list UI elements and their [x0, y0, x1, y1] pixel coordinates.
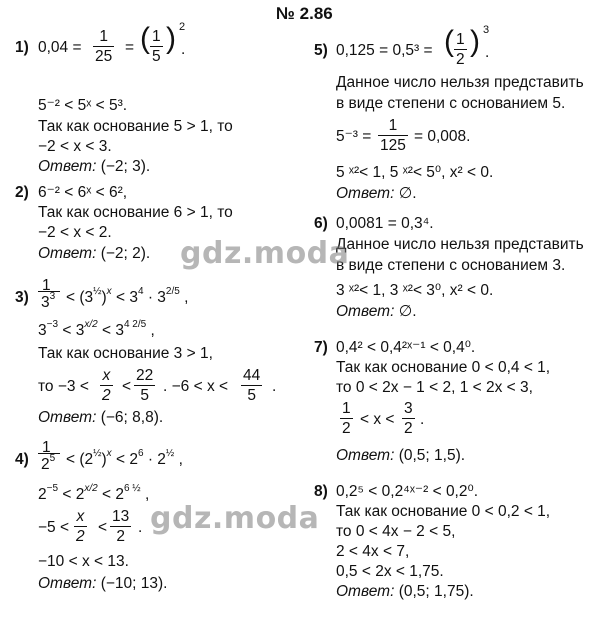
solution-text: = 0,008. — [414, 128, 471, 145]
answer-line: Ответ: (0,5; 1,5). — [336, 447, 466, 464]
formula-line: $2^{-5} < 2^{x/2} < 2^{6 \frac{1}{2}}$ , — [38, 483, 150, 503]
period: . — [420, 411, 425, 428]
solution-line: 3 ˣ²< 1, 3 ˣ²< 3⁰, x² < 0. — [336, 282, 494, 299]
fraction: $\frac{3}{2}$ — [404, 400, 413, 437]
fraction: $\frac{44}{5}$ — [243, 367, 261, 404]
equation-text: 0,2⁵ < 0,2⁴ˣ⁻² < 0,2⁰. — [336, 483, 479, 500]
solution-text: . −6 < x < — [163, 378, 229, 395]
solution-line: 2 < 4x < 7, — [336, 543, 410, 560]
fraction: $\frac{1}{25}$ — [95, 28, 113, 65]
equation-text: 0,04 = — [38, 39, 82, 56]
period: . — [181, 41, 186, 58]
fraction: $\frac{1}{125}$ — [380, 117, 406, 154]
problem-number: 3) — [15, 289, 29, 306]
exponent: 2 — [179, 21, 186, 33]
period: . — [485, 44, 490, 61]
fraction: $\frac{x}{2}$ — [76, 508, 85, 545]
right-paren: ) — [470, 25, 480, 58]
solution-line: в виде степени с основанием 5. — [336, 95, 566, 112]
solution-line: 0,5 < 2x < 1,75. — [336, 563, 444, 580]
equation-text: 0,0081 = 0,3⁴. — [336, 215, 434, 232]
answer-line: Ответ: (−6; 8,8). — [38, 409, 164, 426]
solution-line: 5⁻² < 5ˣ < 5³. — [38, 97, 128, 114]
page-title: № 2.86 — [276, 4, 333, 23]
right-paren: ) — [166, 22, 176, 55]
fraction: $\frac{22}{5}$ — [136, 367, 154, 404]
fraction: $\frac{1}{5}$ — [152, 28, 161, 65]
solution-line: −2 < x < 3. — [38, 138, 112, 155]
equation-text: 0,125 = 0,5³ = — [336, 42, 433, 59]
solution-line: то 0 < 2x − 1 < 2, 1 < 2x < 3, — [336, 379, 533, 396]
solution-line: 5 ˣ²< 1, 5 ˣ²< 5⁰, x² < 0. — [336, 164, 494, 181]
watermark: gdz.moda — [180, 236, 350, 271]
period: . — [272, 378, 277, 395]
problem-number: 7) — [314, 339, 328, 356]
solution-line: −10 < x < 13. — [38, 553, 129, 570]
solution-text: −5 < — [38, 519, 70, 536]
solution-line: −2 < x < 2. — [38, 224, 112, 241]
solution-text: 5⁻³ = — [336, 128, 372, 145]
solution-line: 6⁻² < 6ˣ < 6², — [38, 184, 128, 201]
solution-line: Так как основание 5 > 1, то — [38, 118, 233, 135]
problem-number: 4) — [15, 451, 29, 468]
solution-line: то 0 < 4x − 2 < 5, — [336, 523, 456, 540]
formula-line: $3^{-3} < 3^{x/2} < 3^{4 2/5}$ , — [38, 319, 155, 339]
left-paren: ( — [444, 25, 454, 58]
solution-line: Данное число нельзя представить — [336, 236, 584, 253]
solution-line: Так как основание 0 < 0,2 < 1, — [336, 503, 551, 520]
exponent: 3 — [483, 24, 490, 36]
solution-line: Так как основание 0 < 0,4 < 1, — [336, 359, 551, 376]
solution-line: Так как основание 3 > 1, — [38, 345, 213, 362]
problem-number: 1) — [15, 39, 29, 56]
answer-line: Ответ: (−2; 2). — [38, 245, 151, 262]
watermark: gdz.moda — [150, 501, 320, 536]
problem-number: 8) — [314, 483, 328, 500]
answer-line: Ответ: (−2; 3). — [38, 158, 151, 175]
problem-number: 5) — [314, 42, 328, 59]
answer-line: Ответ: ∅. — [336, 303, 417, 320]
problem-number: 2) — [15, 184, 29, 201]
left-paren: ( — [140, 22, 150, 55]
answer-line: Ответ: (0,5; 1,75). — [336, 583, 474, 600]
fraction: $\frac{x}{2}$ — [102, 367, 111, 404]
less-than: < — [98, 519, 108, 536]
less-than: < — [122, 378, 132, 395]
period: . — [138, 519, 143, 536]
equals-sign: = — [125, 39, 135, 56]
problem-number: 6) — [314, 215, 328, 232]
fraction: $\frac{13}{2}$ — [112, 508, 130, 545]
answer-line: Ответ: ∅. — [336, 185, 417, 202]
fraction: $\frac{1}{2}$ — [456, 31, 465, 68]
equation-text: 0,4² < 0,4²ˣ⁻¹ < 0,4⁰. — [336, 339, 476, 356]
solution-line: Данное число нельзя представить — [336, 74, 584, 91]
solution-text: то −3 < — [38, 378, 89, 395]
answer-line: Ответ: (−10; 13). — [38, 575, 168, 592]
solution-line: в виде степени с основанием 3. — [336, 257, 566, 274]
solution-text: < x < — [360, 411, 395, 428]
solution-line: Так как основание 6 > 1, то — [38, 204, 233, 221]
fraction: $\frac{1}{2}$ — [342, 400, 351, 437]
